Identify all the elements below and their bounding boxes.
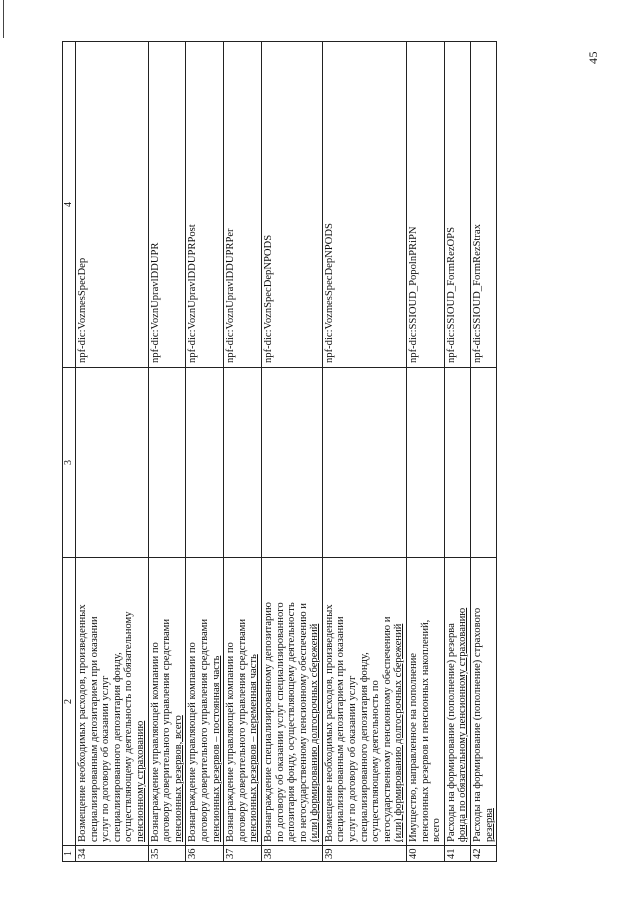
row-number: 38 <box>261 846 322 862</box>
description-line: пенсионных резервов – постоянная часть <box>210 655 222 842</box>
description-line: (или) формированию долгосрочных сбережений <box>309 623 321 842</box>
description-line: по негосударственному пенсионному обеспечению и <box>297 603 309 842</box>
row-description <box>407 558 445 846</box>
table-body <box>63 42 497 862</box>
row-element-code: npf-dic:SSIOUD_FormRezOPS <box>444 42 470 368</box>
table-row <box>186 42 224 862</box>
row-number: 36 <box>186 846 224 862</box>
description-line: Расходы на формирование (пополнение) страхового <box>472 607 483 842</box>
table-row <box>261 42 322 862</box>
description-line: договору доверительного управления средствами <box>161 618 173 842</box>
description-line: пенсионных резервов и пенсионных накоплений, <box>419 619 431 842</box>
description-line: пенсионных резервов, всего <box>172 715 184 842</box>
row-element-code: npf-dic:SSIOUD_FormRezStrax <box>471 42 497 368</box>
row-element-code: npf-dic:VozmesSpecDepNPODS <box>322 42 406 368</box>
data-table <box>62 41 497 862</box>
description-line: специализированного депозитария фонду, <box>111 652 123 842</box>
row-element-code: npf-dic:SSIOUD_PopolnPRiPN <box>407 42 445 368</box>
table-row <box>407 42 445 862</box>
row-number: 37 <box>224 846 262 862</box>
description-line: Возмещение необходимых расходов, произведенных <box>77 604 88 842</box>
description-line: (или) формированию долгосрочных сбережений <box>393 623 405 842</box>
row-col3 <box>148 368 186 558</box>
header-col-3: 3 <box>63 368 76 558</box>
row-description <box>148 558 186 846</box>
description-line: Вознаграждение специализированному депозитарию <box>262 602 274 842</box>
row-col3 <box>407 368 445 558</box>
row-col3 <box>261 368 322 558</box>
table-row <box>322 42 406 862</box>
row-element-code: npf-dic:VoznUpravlDDUPRPer <box>224 42 262 368</box>
page-number: 45 <box>586 51 600 64</box>
row-col3 <box>186 368 224 558</box>
description-line: резерва <box>483 808 495 842</box>
scan-edge-mark <box>3 0 4 38</box>
row-number: 34 <box>76 846 149 862</box>
description-line: услуг по договору об оказании услуг <box>347 675 359 842</box>
description-line: услуг по договору об оказании услуг <box>100 675 112 842</box>
row-description <box>322 558 406 846</box>
description-line: осуществляющему деятельность по <box>370 680 382 842</box>
description-line: договору доверительного управления средствами <box>198 618 210 842</box>
row-element-code: npf-dic:VoznSpecDepNPODS <box>261 42 322 368</box>
table-row <box>148 42 186 862</box>
row-number: 42 <box>471 846 497 862</box>
table-header-row <box>63 42 76 862</box>
description-line: специализированным депозитарием при оказании <box>88 616 100 842</box>
row-description <box>186 558 224 846</box>
header-col-1: 1 <box>63 846 76 862</box>
row-col3 <box>76 368 149 558</box>
table-row <box>76 42 149 862</box>
description-line: фонда по обязательному пенсионному страхованию <box>457 607 469 842</box>
row-element-code: npf-dic:VozmesSpecDep <box>76 42 149 368</box>
row-description <box>224 558 262 846</box>
description-line: Вознаграждение управляющей компании по <box>149 642 161 842</box>
description-line: всего <box>431 818 443 842</box>
description-line: Имущество, направленное на пополнение <box>408 652 420 842</box>
row-element-code: npf-dic:VoznUpravlDDUPRPost <box>186 42 224 368</box>
description-line: осуществляющему деятельность по обязательному <box>123 611 135 842</box>
row-description <box>471 558 497 846</box>
row-description <box>76 558 149 846</box>
description-line: Расходы на формирование (пополнение) резерва <box>445 623 457 842</box>
row-number: 39 <box>322 846 406 862</box>
description-line: Вознаграждение управляющей компании по <box>225 642 237 842</box>
row-number: 41 <box>444 846 470 862</box>
table-row <box>224 42 262 862</box>
description-line: специализированным депозитарием при оказании <box>335 616 347 842</box>
description-line: по договору об оказании услуг специализированного <box>274 602 286 842</box>
description-line: договору доверительного управления средствами <box>236 618 248 842</box>
row-description <box>444 558 470 846</box>
row-col3 <box>471 368 497 558</box>
description-line: депозитария фонду, осуществляющему деятельность <box>286 602 298 842</box>
row-number: 40 <box>407 846 445 862</box>
row-col3 <box>444 368 470 558</box>
header-col-4: 4 <box>63 42 76 368</box>
row-col3 <box>322 368 406 558</box>
description-line: Возмещение необходимых расходов, произведенных <box>323 604 335 842</box>
description-line: негосударственному пенсионному обеспечению и <box>381 616 393 842</box>
table-row <box>471 42 497 862</box>
row-col3 <box>224 368 262 558</box>
rotated-page-content <box>62 42 582 862</box>
description-line: пенсионному страхованию <box>134 720 146 842</box>
description-line: специализированного депозитария фонду, <box>358 652 370 842</box>
row-description <box>261 558 322 846</box>
row-number: 35 <box>148 846 186 862</box>
row-element-code: npf-dic:VoznUpravlDDUPR <box>148 42 186 368</box>
description-line: пенсионных резервов – переменная часть <box>248 654 260 842</box>
table-row <box>444 42 470 862</box>
header-col-2: 2 <box>63 558 76 846</box>
description-line: Вознаграждение управляющей компании по <box>187 642 199 842</box>
